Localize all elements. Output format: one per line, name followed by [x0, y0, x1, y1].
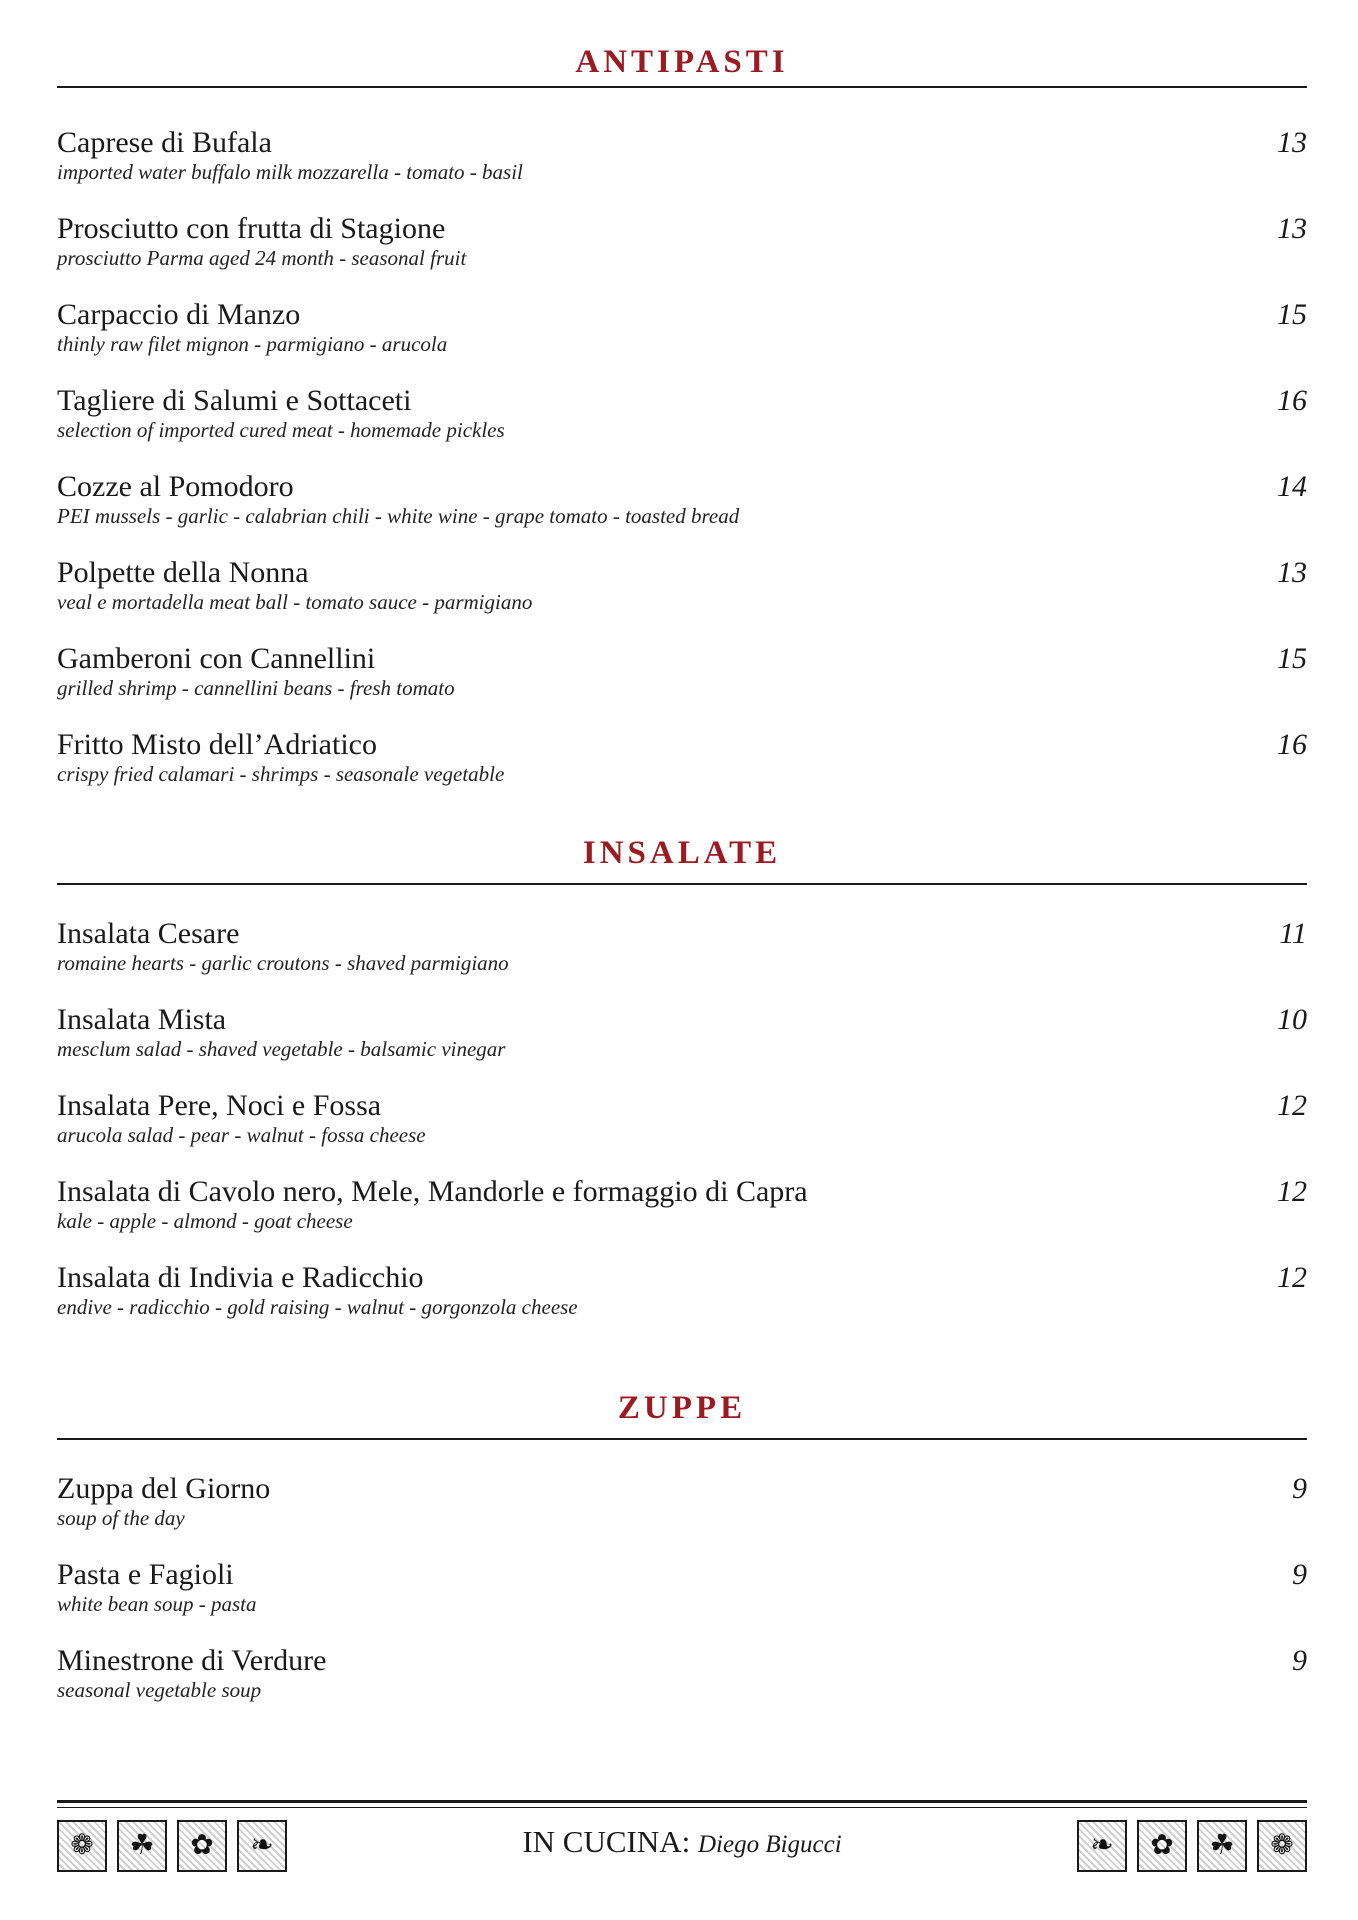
section-title: ANTIPASTI — [575, 44, 789, 80]
chef-name: Diego Bigucci — [697, 1831, 842, 1858]
grapes-tile-icon: ☘ — [1197, 1820, 1247, 1872]
item-price: 12 — [1277, 1175, 1307, 1208]
item-description: romaine hearts - garlic croutons - shaved parmigiano — [57, 951, 509, 975]
footer — [57, 1800, 1307, 1861]
section-antipasti — [57, 42, 1307, 88]
item-price: 15 — [1277, 642, 1307, 675]
insalate-list — [57, 917, 1307, 1347]
zuppe-list — [57, 1472, 1307, 1730]
item-price: 15 — [1277, 298, 1307, 331]
rooster-tile-icon: ❧ — [1077, 1820, 1127, 1872]
item-name: Insalata di Cavolo nero, Mele, Mandorle e formaggio di Capra — [57, 1175, 808, 1208]
menu-item — [57, 1472, 1307, 1558]
grapes-tile-icon: ☘ — [117, 1820, 167, 1872]
section-divider — [57, 86, 1307, 88]
section-title: ZUPPE — [617, 1390, 747, 1426]
item-name: Insalata Mista — [57, 1003, 227, 1036]
menu-item — [57, 384, 1307, 470]
grapes-wreath-tile-icon: ✿ — [177, 1820, 227, 1872]
rooster-tile-icon: ❧ — [237, 1820, 287, 1872]
menu-item — [57, 470, 1307, 556]
menu-item — [57, 642, 1307, 728]
item-name: Polpette della Nonna — [57, 556, 309, 589]
menu-item — [57, 298, 1307, 384]
menu-item — [57, 556, 1307, 642]
item-name: Gamberoni con Cannellini — [57, 642, 376, 675]
item-name: Insalata Pere, Noci e Fossa — [57, 1089, 382, 1122]
item-price: 16 — [1277, 384, 1307, 417]
item-description: prosciutto Parma aged 24 month - seasonal fruit — [57, 246, 467, 270]
section-insalate — [57, 833, 1307, 885]
item-price: 13 — [1277, 126, 1307, 159]
section-title: INSALATE — [582, 835, 782, 871]
item-price: 11 — [1279, 917, 1307, 950]
item-price: 12 — [1277, 1089, 1307, 1122]
item-description: mesclum salad - shaved vegetable - balsamic vinegar — [57, 1037, 506, 1061]
rooster-tile-icon: ❁ — [57, 1820, 107, 1872]
item-price: 10 — [1277, 1003, 1307, 1036]
section-divider — [57, 883, 1307, 885]
section-divider — [57, 1438, 1307, 1440]
item-name: Zuppa del Giorno — [57, 1472, 271, 1505]
item-price: 16 — [1277, 728, 1307, 761]
item-price: 14 — [1277, 470, 1307, 503]
item-name: Pasta e Fagioli — [57, 1558, 234, 1591]
menu-item — [57, 1644, 1307, 1730]
item-name: Minestrone di Verdure — [57, 1644, 327, 1677]
item-price: 9 — [1292, 1472, 1307, 1505]
menu-item — [57, 212, 1307, 298]
menu-item — [57, 126, 1307, 212]
section-zuppe — [57, 1388, 1307, 1440]
item-description: white bean soup - pasta — [57, 1592, 257, 1616]
item-price: 12 — [1277, 1261, 1307, 1294]
footer-divider — [57, 1800, 1307, 1808]
item-description: endive - radicchio - gold raising - walnut - gorgonzola cheese — [57, 1295, 578, 1319]
item-name: Insalata di Indivia e Radicchio — [57, 1261, 424, 1294]
item-description: veal e mortadella meat ball - tomato sauce - parmigiano — [57, 590, 533, 614]
item-description: selection of imported cured meat - homemade pickles — [57, 418, 505, 442]
item-name: Tagliere di Salumi e Sottaceti — [57, 384, 412, 417]
menu-item — [57, 1089, 1307, 1175]
item-price: 9 — [1292, 1558, 1307, 1591]
menu-item — [57, 1261, 1307, 1347]
rooster-tile-icon: ❁ — [1257, 1820, 1307, 1872]
antipasti-list — [57, 126, 1307, 814]
item-price: 13 — [1277, 556, 1307, 589]
footer-tiles-right — [1077, 1820, 1307, 1872]
menu-item — [57, 917, 1307, 1003]
item-description: arucola salad - pear - walnut - fossa cheese — [57, 1123, 426, 1147]
item-description: soup of the day — [57, 1506, 185, 1530]
item-description: PEI mussels - garlic - calabrian chili - white wine - grape tomato - toasted bread — [57, 504, 740, 528]
item-description: thinly raw filet mignon - parmigiano - arucola — [57, 332, 448, 356]
item-name: Fritto Misto dell’Adriatico — [57, 728, 377, 761]
item-description: imported water buffalo milk mozzarella - tomato - basil — [57, 160, 523, 184]
menu-item — [57, 1558, 1307, 1644]
item-name: Insalata Cesare — [57, 917, 240, 950]
item-price: 9 — [1292, 1644, 1307, 1677]
item-description: kale - apple - almond - goat cheese — [57, 1209, 353, 1233]
item-name: Prosciutto con frutta di Stagione — [57, 212, 446, 245]
item-description: crispy fried calamari - shrimps - seasonale vegetable — [57, 762, 505, 786]
chef-label: IN CUCINA: — [522, 1824, 691, 1859]
item-price: 13 — [1277, 212, 1307, 245]
item-name: Caprese di Bufala — [57, 126, 272, 159]
item-description: seasonal vegetable soup — [57, 1678, 262, 1702]
menu-item — [57, 1003, 1307, 1089]
grapes-wreath-tile-icon: ✿ — [1137, 1820, 1187, 1872]
item-name: Carpaccio di Manzo — [57, 298, 301, 331]
menu-item — [57, 1175, 1307, 1261]
menu-item — [57, 728, 1307, 814]
item-name: Cozze al Pomodoro — [57, 470, 294, 503]
item-description: grilled shrimp - cannellini beans - fresh tomato — [57, 676, 455, 700]
